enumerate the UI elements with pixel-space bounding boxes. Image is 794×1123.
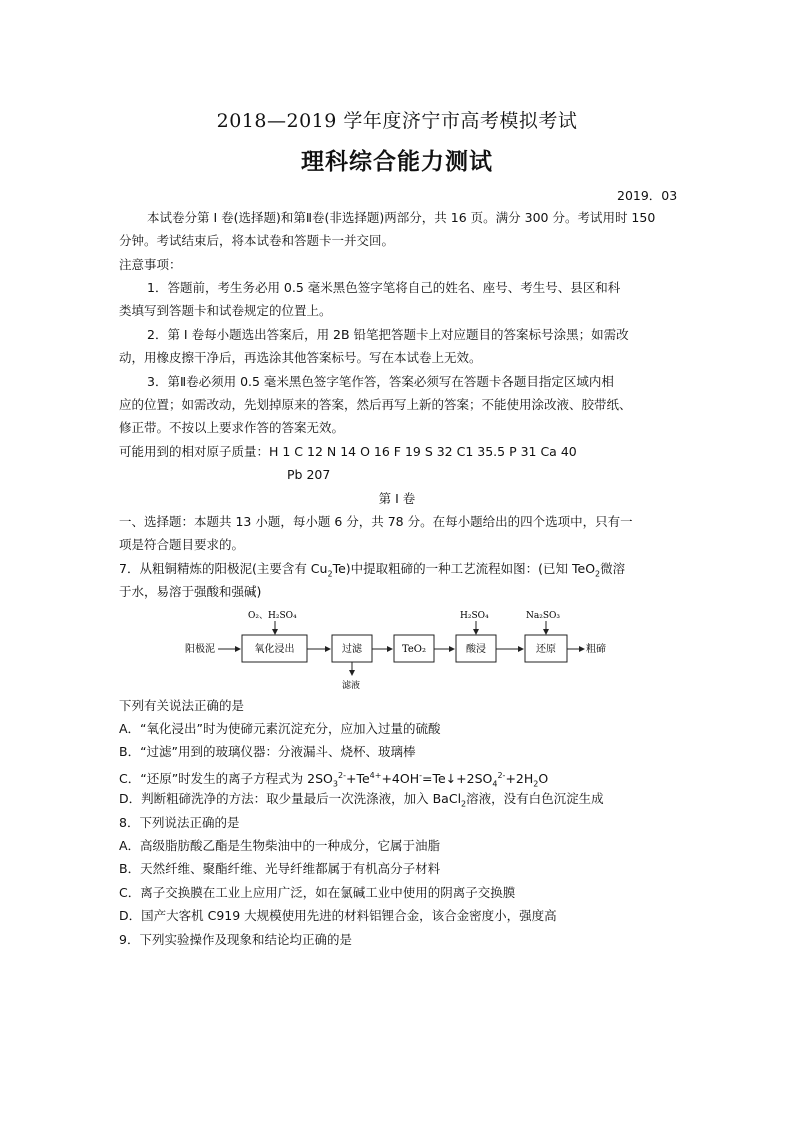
flow-box4-label: 酸浸 bbox=[466, 644, 486, 655]
q7-option-c: C．“还原”时发生的离子方程式为 $2SO_3^{2-}+Te^{4+}+4OH^-=Te↓+2SO_4^{2-}+2H_2O$ bbox=[119, 771, 549, 789]
flow-box2-label: 过滤 bbox=[342, 644, 362, 655]
note-1-line-2: 类填写到答题卡和试卷规定的位置上。 bbox=[119, 303, 332, 318]
q8-stem: 8．下列说法正确的是 bbox=[119, 815, 240, 830]
flow-box5-label: 还原 bbox=[536, 644, 556, 655]
q8-option-c: C．离子交换膜在工业上应用广泛，如在氯碱工业中使用的阴离子交换膜 bbox=[119, 885, 516, 900]
exam-subtitle: 理科综合能力测试 bbox=[301, 149, 493, 175]
q9-stem: 9．下列实验操作及现象和结论均正确的是 bbox=[119, 932, 352, 947]
note-3-line-2: 应的位置；如需改动，先划掉原来的答案，然后再写上新的答案；不能使用涂改液、胶带纸、 bbox=[119, 397, 632, 412]
notes-heading: 注意事项： bbox=[119, 257, 182, 272]
note-1-line-1: 1．答题前，考生务必用 0.5 毫米黑色签字笔将自己的姓名、座号、考生号、县区和科 bbox=[147, 280, 621, 295]
q8-option-b: B．天然纤维、聚酯纤维、光导纤维都属于有机高分子材料 bbox=[119, 861, 441, 876]
flow-box4-reagent: H₂SO₄ bbox=[460, 611, 489, 621]
q8-option-a: A．高级脂肪酸乙酯是生物柴油中的一种成分，它属于油脂 bbox=[119, 838, 441, 853]
flow-box1-label: 氧化浸出 bbox=[254, 644, 295, 655]
section-instruction-1: 一、选择题：本题共 13 小题，每小题 6 分，共 78 分。在每小题给出的四个选项中，只有一 bbox=[119, 514, 633, 529]
q7-stem-line-2: 于水，易溶于强酸和强碱) bbox=[119, 584, 262, 599]
intro-line-1: 本试卷分第 I 卷(选择题)和第Ⅱ卷(非选择题)两部分，共 16 页。满分 300 分。考试用时 150 bbox=[147, 210, 656, 225]
q8-option-d: D．国产大客机 C919 大规模使用先进的材料铝锂合金，该合金密度小，强度高 bbox=[119, 908, 557, 923]
section-instruction-2: 项是符合题目要求的。 bbox=[119, 537, 245, 552]
q7-option-d: D．判断粗碲洗净的方法：取少量最后一次洗涤液，加入 BaCl$_2$溶液，没有白色沉淀生成 bbox=[119, 791, 604, 809]
q7-stem-line-1: 7．从粗铜精炼的阳极泥(主要含有 $Cu_2Te$)中提取粗碲的一种工艺流程如图：(已知 TeO$_2$微溶 bbox=[119, 561, 626, 579]
q7-prompt: 下列有关说法正确的是 bbox=[119, 698, 245, 713]
note-2-line-1: 2．第 I 卷每小题选出答案后，用 2B 铅笔把答题卡上对应题目的答案标号涂黑；如需改 bbox=[147, 327, 629, 342]
note-3-line-3: 修正带。不按以上要求作答的答案无效。 bbox=[119, 420, 345, 435]
note-3-line-1: 3．第Ⅱ卷必须用 0.5 毫米黑色签字笔作答，答案必须写在答题卡各题目指定区域内相 bbox=[147, 374, 614, 389]
q7-option-a: A．“氧化浸出”时为使碲元素沉淀充分，应加入过量的硫酸 bbox=[119, 721, 441, 736]
q7-flow-diagram bbox=[180, 604, 620, 694]
flow-box2-output: 滤液 bbox=[342, 681, 361, 691]
flow-box1-reagent: O₂、H₂SO₄ bbox=[248, 611, 297, 621]
atomic-masses-line-2: Pb 207 bbox=[287, 467, 331, 482]
flow-box5-reagent: Na₂SO₃ bbox=[526, 611, 561, 621]
exam-date: 2019．03 bbox=[617, 188, 678, 203]
atomic-masses-line-1: 可能用到的相对原子质量：H 1 C 12 N 14 O 16 F 19 S 32 C1 35.5 P 31 Ca 40 bbox=[119, 444, 577, 459]
exam-title: 2018—2019 学年度济宁市高考模拟考试 bbox=[216, 110, 578, 132]
flow-box3-label: TeO₂ bbox=[401, 644, 427, 655]
section-label: 第 I 卷 bbox=[378, 491, 416, 506]
flow-start-label: 阳极泥 bbox=[185, 644, 215, 655]
flow-end-label: 粗碲 bbox=[586, 644, 606, 655]
note-2-line-2: 动，用橡皮擦干净后，再选涂其他答案标号。写在本试卷上无效。 bbox=[119, 350, 482, 365]
intro-line-2: 分钟。考试结束后，将本试卷和答题卡一并交回。 bbox=[119, 233, 395, 248]
q7-option-b: B．“过滤”用到的玻璃仪器：分液漏斗、烧杯、玻璃棒 bbox=[119, 744, 416, 759]
